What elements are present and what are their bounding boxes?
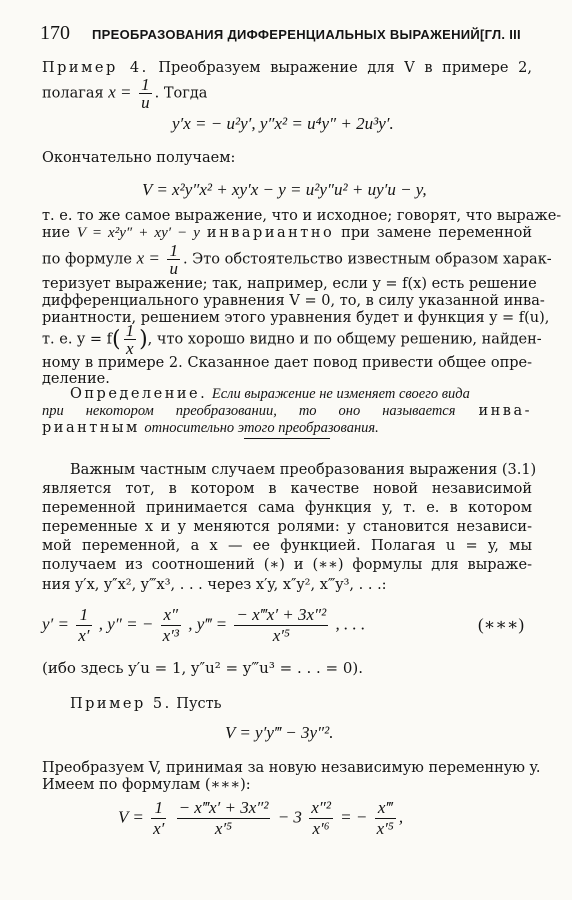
para-line: риантности, решением этого уравнения будет и функция y = f(u), <box>42 310 550 326</box>
para-line: ние V = x²y″ + xy′ − y инвариантно при замене переменной <box>42 225 533 241</box>
example5-line: Пример 5. Пусть <box>70 696 222 712</box>
fraction: $\frac{1}{x'}$ <box>153 798 165 838</box>
para-line: т. е. y = f( $\frac{1}{x}$ ), что хорошо видно и по общему решению, найден- <box>42 321 542 358</box>
section-line: ния y′x, y″x², y‴x³, . . . через x′y, x″y², x‴y³, . . .: <box>42 577 387 593</box>
page-number: 170 <box>40 22 70 44</box>
para-line: деление. <box>42 371 110 387</box>
section-line: мой переменной, а x — ее функцией. Полагая u = y, мы <box>42 538 532 554</box>
section-line: переменные x и y меняются ролями: y становится независи- <box>42 519 532 535</box>
example4-line1 <box>42 60 532 77</box>
section-line: является тот, в котором в качестве новой независимой <box>42 481 532 497</box>
para-line: дифференциального уравнения V = 0, то, в силу указанной инва- <box>42 293 545 309</box>
running-title: ПРЕОБРАЗОВАНИЯ ДИФФЕРЕНЦИАЛЬНЫХ ВЫРАЖЕНИЙ <box>92 27 481 42</box>
formula-V5: V = y′y‴ − 3y″². <box>225 723 334 742</box>
definition-label: Определение. <box>70 386 208 402</box>
example4-text1: Преобразуем выражение для V в примере 2, <box>158 60 532 76</box>
fraction: $\frac{1}{u}$ <box>141 75 150 112</box>
formula-derivatives: y′x = − u²y′, y″x² = u⁴y″ + 2u³y′. <box>172 114 394 133</box>
para-line: по формуле x = $\frac{1}{u}$ . Это обстоятельство известным образом харак- <box>42 241 552 278</box>
equation-tag: (∗∗∗) <box>478 615 524 634</box>
section-line: получаем из соотношений (∗) и (∗∗) формулы для выраже- <box>42 557 532 573</box>
section-divider <box>244 438 330 439</box>
fraction: $\frac{\text{− x‴x′ + 3x″²}}{\text{x′⁵}}$ <box>178 798 269 838</box>
formula-V: V = x²y″x² + xy′x − y = u²y″u² + uy′u − y, <box>142 180 427 199</box>
example4-line2: полагая x = $\frac{1}{u}$ . Тогда <box>42 75 208 112</box>
fraction: $\frac{\text{− x‴x′ + 3x″²}}{\text{x′⁵}}$ <box>236 605 327 645</box>
fraction: $\frac{1}{x}$ <box>125 321 135 358</box>
section-line: переменной принимается сама функция y, т. е. в котором <box>42 500 532 516</box>
example4-finally: Окончательно получаем: <box>42 150 236 166</box>
example5-line: Имеем по формулам (∗∗∗): <box>42 777 251 793</box>
fraction: $\frac{x''}{\text{x′³}}$ <box>162 605 179 645</box>
example4-label: Пример 4. <box>42 60 149 76</box>
definition-line2: при некотором преобразовании, то оно называется инва- <box>42 403 533 419</box>
para-line: теризует выражение; так, например, если y = f(x) есть решение <box>42 276 537 292</box>
formula-triple-star: y′ = $\frac{1}{x'}$ , y″ = − $\frac{x''}{\text{x′³}}$ , y‴ = $\frac{\text{− x‴x′ + 3x″²}}{\text{x′⁵}}$ , . . . <box>42 605 366 645</box>
section-note: (ибо здесь y′u = 1, y″u² = y‴u³ = . . . = 0). <box>42 659 364 677</box>
fraction: $\frac{1}{u}$ <box>169 241 178 278</box>
para-line: ному в примере 2. Сказанное дает повод привести общее опре- <box>42 355 532 371</box>
section-line: Важным частным случаем преобразования выражения (3.1) <box>70 462 537 478</box>
fraction: $\frac{x‴}{\text{x′⁵}}$ <box>376 798 394 838</box>
chapter-ref: [ГЛ. III <box>480 27 521 42</box>
para-line: т. е. то же самое выражение, что и исходное; говорят, что выраже- <box>42 208 562 224</box>
definition-line1: Определение. Если выражение не изменяет своего вида <box>70 386 470 402</box>
fraction: $\frac{1}{x'}$ <box>78 605 90 645</box>
example5-line: Преобразуем V, принимая за новую независимую переменную y. <box>42 760 541 776</box>
fraction: $\frac{\text{x″²}}{\text{x′⁶}}$ <box>311 798 331 838</box>
definition-line3: риантным относительно этого преобразования. <box>42 420 379 436</box>
formula-V5-transformed: V = $\frac{1}{x'}$ $\frac{\text{− x‴x′ + 3x″²}}{\text{x′⁵}}$ − 3 $\frac{\text{x″²}}{\text{x′⁶}}$ = − $\frac{x‴}{\text{x′⁵}}$ , <box>118 798 404 838</box>
